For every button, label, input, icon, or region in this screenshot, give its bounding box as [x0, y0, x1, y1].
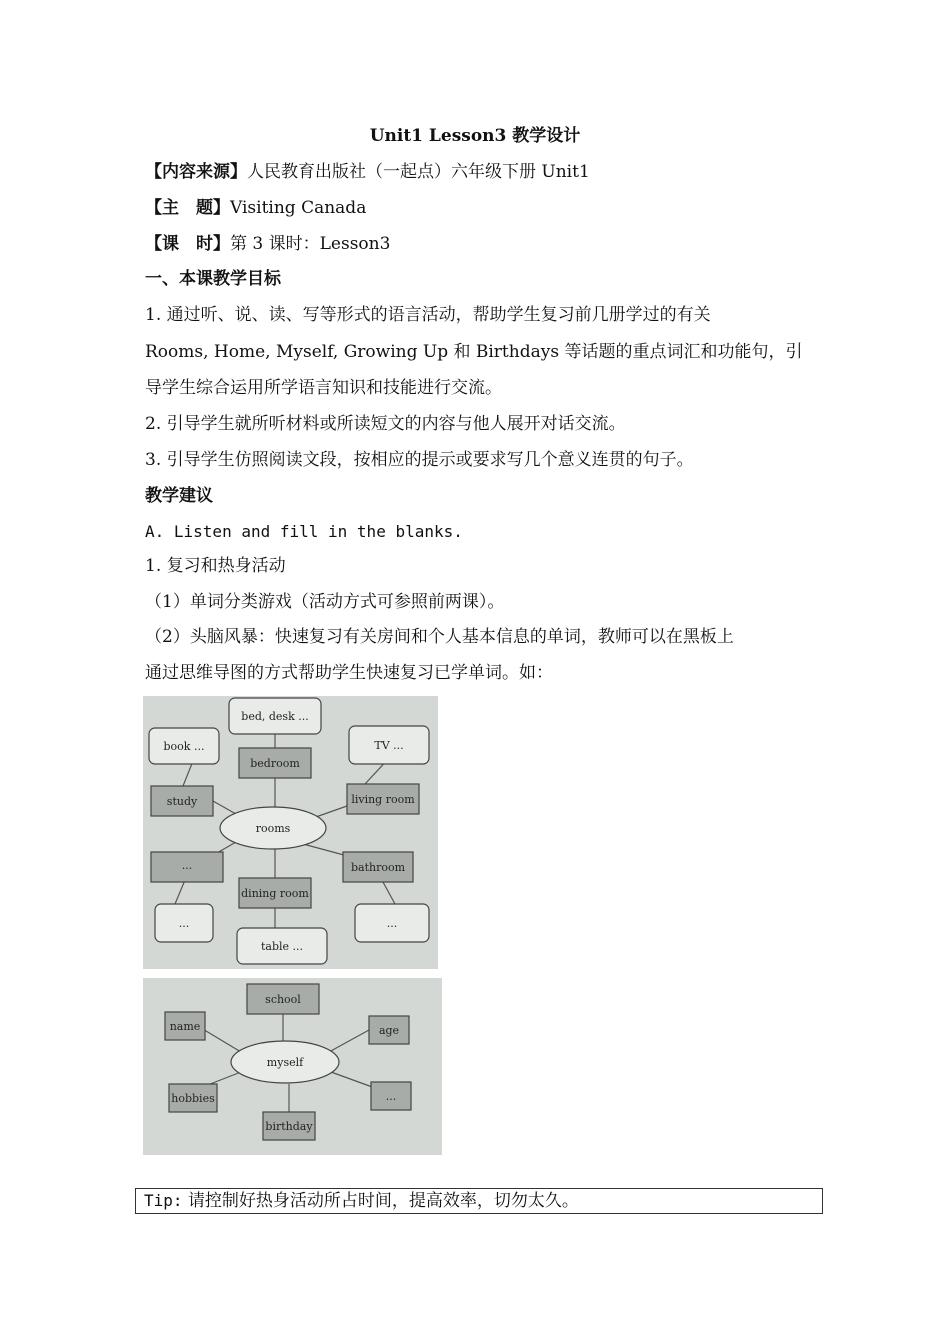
bathroom-label: bathroom: [350, 861, 406, 874]
rooms-mindmap: [143, 696, 438, 969]
birthday-label: birthday: [265, 1120, 313, 1133]
step-1: 1. 复习和热身活动: [145, 556, 286, 576]
hobbies-label: hobbies: [171, 1092, 215, 1105]
meta-topic: [145, 196, 366, 220]
page-title: Unit1 Lesson3 教学设计: [369, 126, 581, 146]
myself-mindmap: [143, 978, 442, 1155]
meta-period: [145, 232, 390, 256]
part-a-heading: A. Listen and fill in the blanks.: [145, 522, 463, 541]
period-label: 【课 时】: [145, 234, 230, 254]
bedroom-label: bedroom: [250, 757, 300, 770]
school-label: school: [265, 993, 301, 1006]
meta-source: [145, 160, 590, 184]
sub-step-2-line1: （2）头脑风暴：快速复习有关房间和个人基本信息的单词，教师可以在黑板上: [145, 627, 734, 647]
name-label: name: [169, 1020, 201, 1033]
objective-1-line2: Rooms, Home, Myself, Growing Up 和 Birthdays 等话题的重点词汇和功能句，引: [145, 342, 803, 362]
tv-label: TV ...: [374, 739, 404, 752]
blank-bottom-left-label: ...: [178, 917, 190, 930]
objective-3: 3. 引导学生仿照阅读文段，按相应的提示或要求写几个意义连贯的句子。: [145, 450, 694, 470]
living-room-label: living room: [351, 793, 415, 806]
tip-box: [135, 1188, 823, 1214]
age-label: age: [378, 1024, 400, 1037]
study-label: study: [166, 795, 198, 808]
myself-mindmap-svg: [143, 978, 442, 1155]
rooms-mindmap-svg: [143, 696, 438, 969]
dining-room-label: dining room: [241, 887, 309, 900]
source-value: 人民教育出版社（一起点）六年级下册 Unit1: [247, 162, 590, 182]
source-label: 【内容来源】: [145, 162, 247, 182]
tip-label: Tip:: [144, 1191, 183, 1210]
sub-step-1: （1）单词分类游戏（活动方式可参照前两课）。: [145, 592, 505, 612]
objective-2: 2. 引导学生就所听材料或所读短文的内容与他人展开对话交流。: [145, 414, 626, 434]
myself-center-label: myself: [266, 1056, 304, 1069]
sub-step-2-line2: 通过思维导图的方式帮助学生快速复习已学单词。如：: [145, 663, 553, 683]
blank-bottom-right-label: ...: [386, 917, 398, 930]
book-label: book ...: [163, 740, 205, 753]
period-value: 第 3 课时：Lesson3: [230, 234, 391, 254]
topic-label: 【主 题】: [145, 198, 230, 218]
objective-1-line3: 导学生综合运用所学语言知识和技能进行交流。: [145, 378, 502, 398]
section1-heading: 一、本课教学目标: [145, 269, 281, 289]
table-label: table ...: [260, 940, 304, 953]
blank-left-label: ...: [181, 859, 193, 872]
objective-1-line1: 1. 通过听、说、读、写等形式的语言活动，帮助学生复习前几册学过的有关: [145, 305, 711, 325]
section2-heading: 教学建议: [145, 486, 213, 506]
blank-label: ...: [385, 1090, 397, 1103]
topic-value: Visiting Canada: [230, 198, 367, 218]
rooms-center-label: rooms: [255, 822, 291, 835]
bed-desk-label: bed, desk ...: [241, 710, 309, 723]
tip-text: 请控制好热身活动所占时间，提高效率，切勿太久。: [187, 1191, 579, 1211]
